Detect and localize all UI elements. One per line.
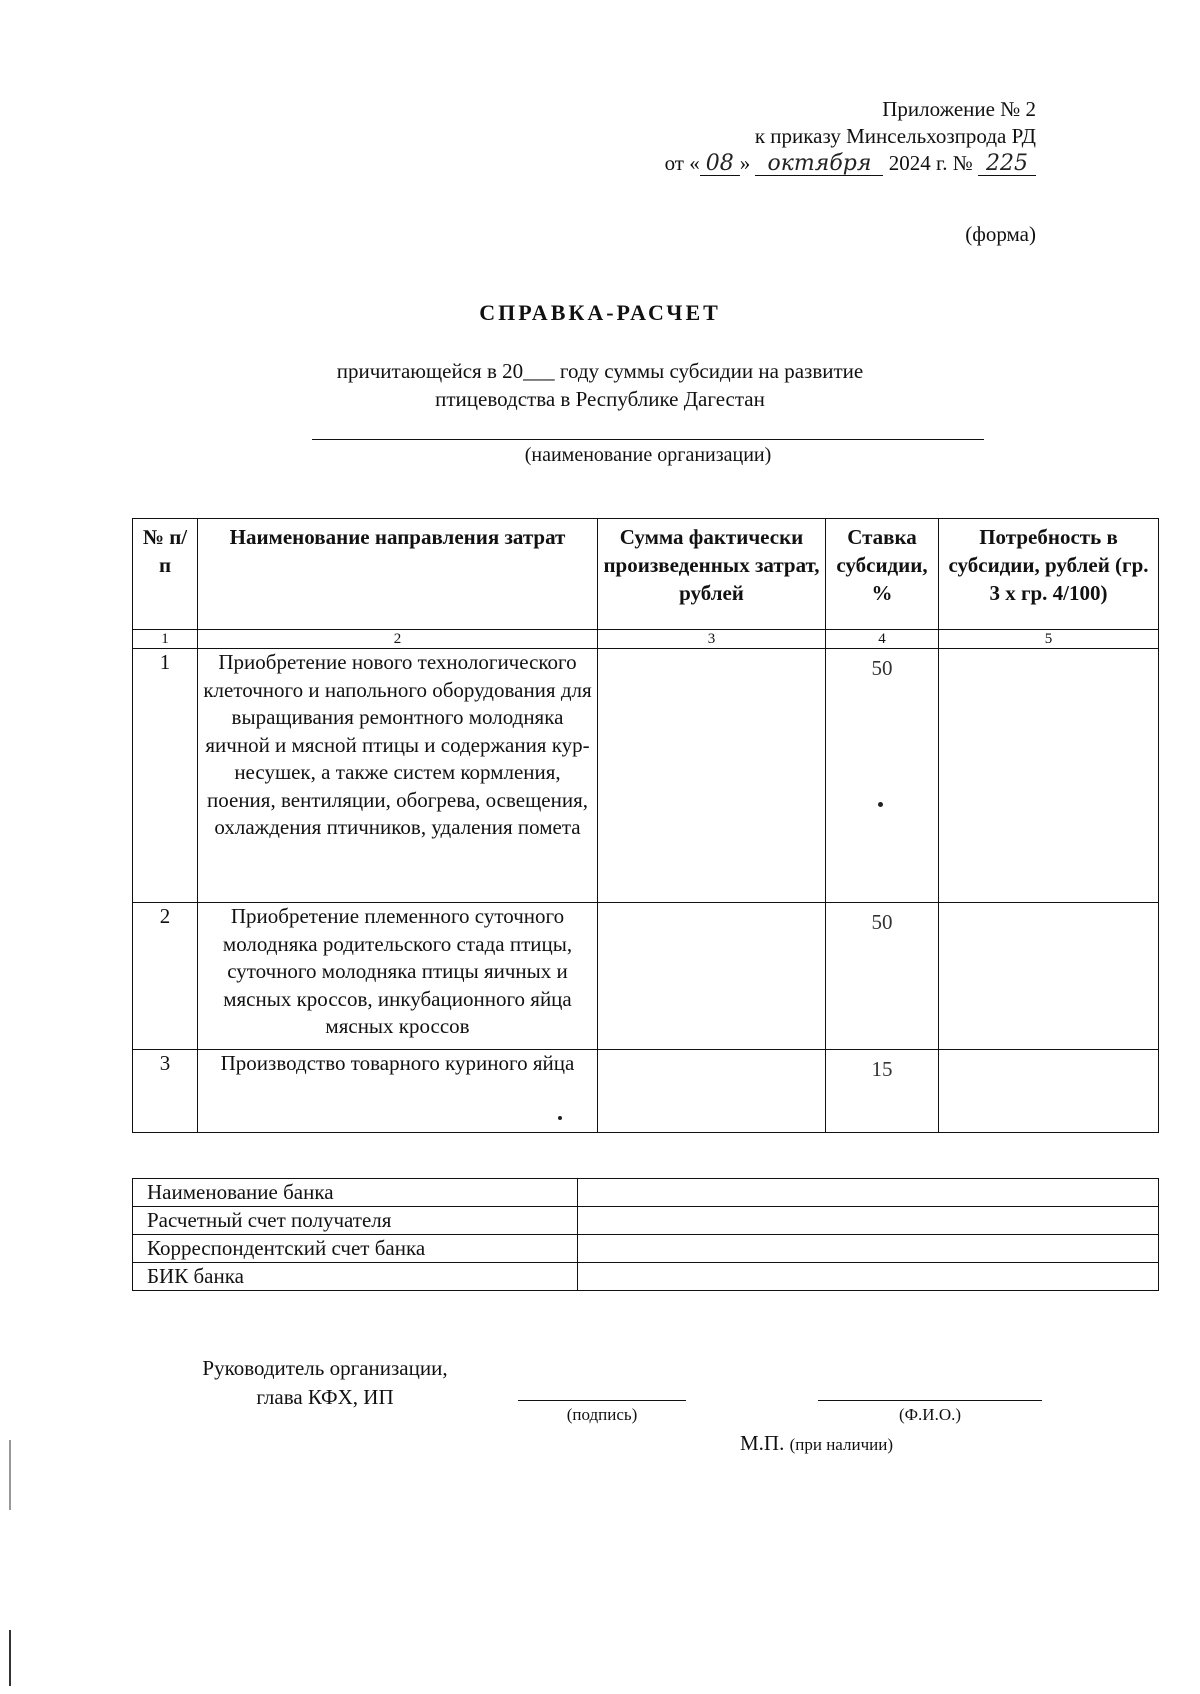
- header-num: № п/п: [133, 519, 198, 630]
- expense-direction: Производство товарного куриного яйца: [198, 1050, 598, 1133]
- full-name-line: [818, 1400, 1042, 1401]
- full-name-caption: (Ф.И.О.): [898, 1405, 962, 1424]
- date-day: 08: [700, 153, 740, 176]
- bank-value: [578, 1207, 1159, 1235]
- document-subtitle: причитающейся в 20___ году суммы субсидии на развитие птицеводства в Республике Дагестан: [336, 359, 864, 411]
- table-row: [133, 1050, 1159, 1133]
- rate-cell: 50: [826, 649, 939, 903]
- appendix-header: [665, 96, 1036, 177]
- signature-caption: (подпись): [566, 1405, 638, 1424]
- row-number: 3: [133, 1050, 198, 1133]
- need-cell: [939, 903, 1159, 1050]
- expense-direction: Приобретение племенного суточного молодняка родительского стада птицы, суточного молодняка птицы яичных и мясных кроссов, инкубационного яйца мясных кроссов: [198, 903, 598, 1050]
- header-name: Наименование направления затрат: [198, 519, 598, 630]
- bank-value: [578, 1179, 1159, 1207]
- date-month: октября: [755, 153, 883, 176]
- date-year: 2024 г. №: [888, 151, 973, 175]
- order-date-line: от « 08 » октября 2024 г. № 225: [665, 150, 1036, 177]
- appendix-number: Приложение № 2: [882, 97, 1036, 121]
- expense-direction: Приобретение нового технологического клеточного и напольного оборудования для выращивания ремонтного молодняка яичной и мясной птицы и содержания кур-несушек, а также систем кормления, поения, вентиляции, обогрева, освещения, охлаждения птичников, удаления помета: [198, 649, 598, 903]
- table-header-row: [133, 519, 1159, 630]
- bank-row: [133, 1235, 1159, 1263]
- rate-cell: 15: [826, 1050, 939, 1133]
- amount-cell: [598, 1050, 826, 1133]
- row-number: 1: [133, 649, 198, 903]
- form-label: (форма): [965, 222, 1036, 246]
- signatory-title: Руководитель организации, глава КФХ, ИП: [202, 1356, 448, 1409]
- bank-row: [133, 1207, 1159, 1235]
- order-number: 225: [978, 153, 1036, 176]
- header-need: Потребность в субсидии, рублей (гр. 3 х гр. 4/100): [939, 519, 1159, 630]
- document-title: СПРАВКА-РАСЧЕТ: [479, 300, 721, 325]
- amount-cell: [598, 903, 826, 1050]
- scan-edge-mark: [9, 1440, 11, 1510]
- bank-value: [578, 1263, 1159, 1291]
- bank-value: [578, 1235, 1159, 1263]
- row-number: 2: [133, 903, 198, 1050]
- bank-details-table: [132, 1178, 1159, 1291]
- bank-label: Расчетный счет получателя: [133, 1207, 578, 1235]
- bank-row: [133, 1179, 1159, 1207]
- organization-caption: (наименование организации): [524, 444, 772, 466]
- organization-name-line: [312, 439, 984, 440]
- signature-line: [518, 1400, 686, 1401]
- stamp-note: М.П. (при наличии): [740, 1431, 893, 1455]
- bank-label: Корреспондентский счет банка: [133, 1235, 578, 1263]
- bank-label: БИК банка: [133, 1263, 578, 1291]
- header-amount: Сумма фактически произведенных затрат, рублей: [598, 519, 826, 630]
- order-reference: к приказу Минсельхозпрода РД: [754, 124, 1036, 148]
- header-rate: Ставка субсидии, %: [826, 519, 939, 630]
- subsidy-table: [132, 518, 1159, 1133]
- need-cell: [939, 649, 1159, 903]
- amount-cell: [598, 649, 826, 903]
- bank-row: [133, 1263, 1159, 1291]
- scan-speck: [878, 802, 883, 807]
- scan-speck: [558, 1116, 562, 1120]
- table-row: [133, 903, 1159, 1050]
- bank-label: Наименование банка: [133, 1179, 578, 1207]
- rate-cell: 50: [826, 903, 939, 1050]
- need-cell: [939, 1050, 1159, 1133]
- column-number-row: 1 2 3 4 5: [133, 630, 1159, 649]
- table-row: [133, 649, 1159, 903]
- scan-edge-mark: [9, 1630, 11, 1686]
